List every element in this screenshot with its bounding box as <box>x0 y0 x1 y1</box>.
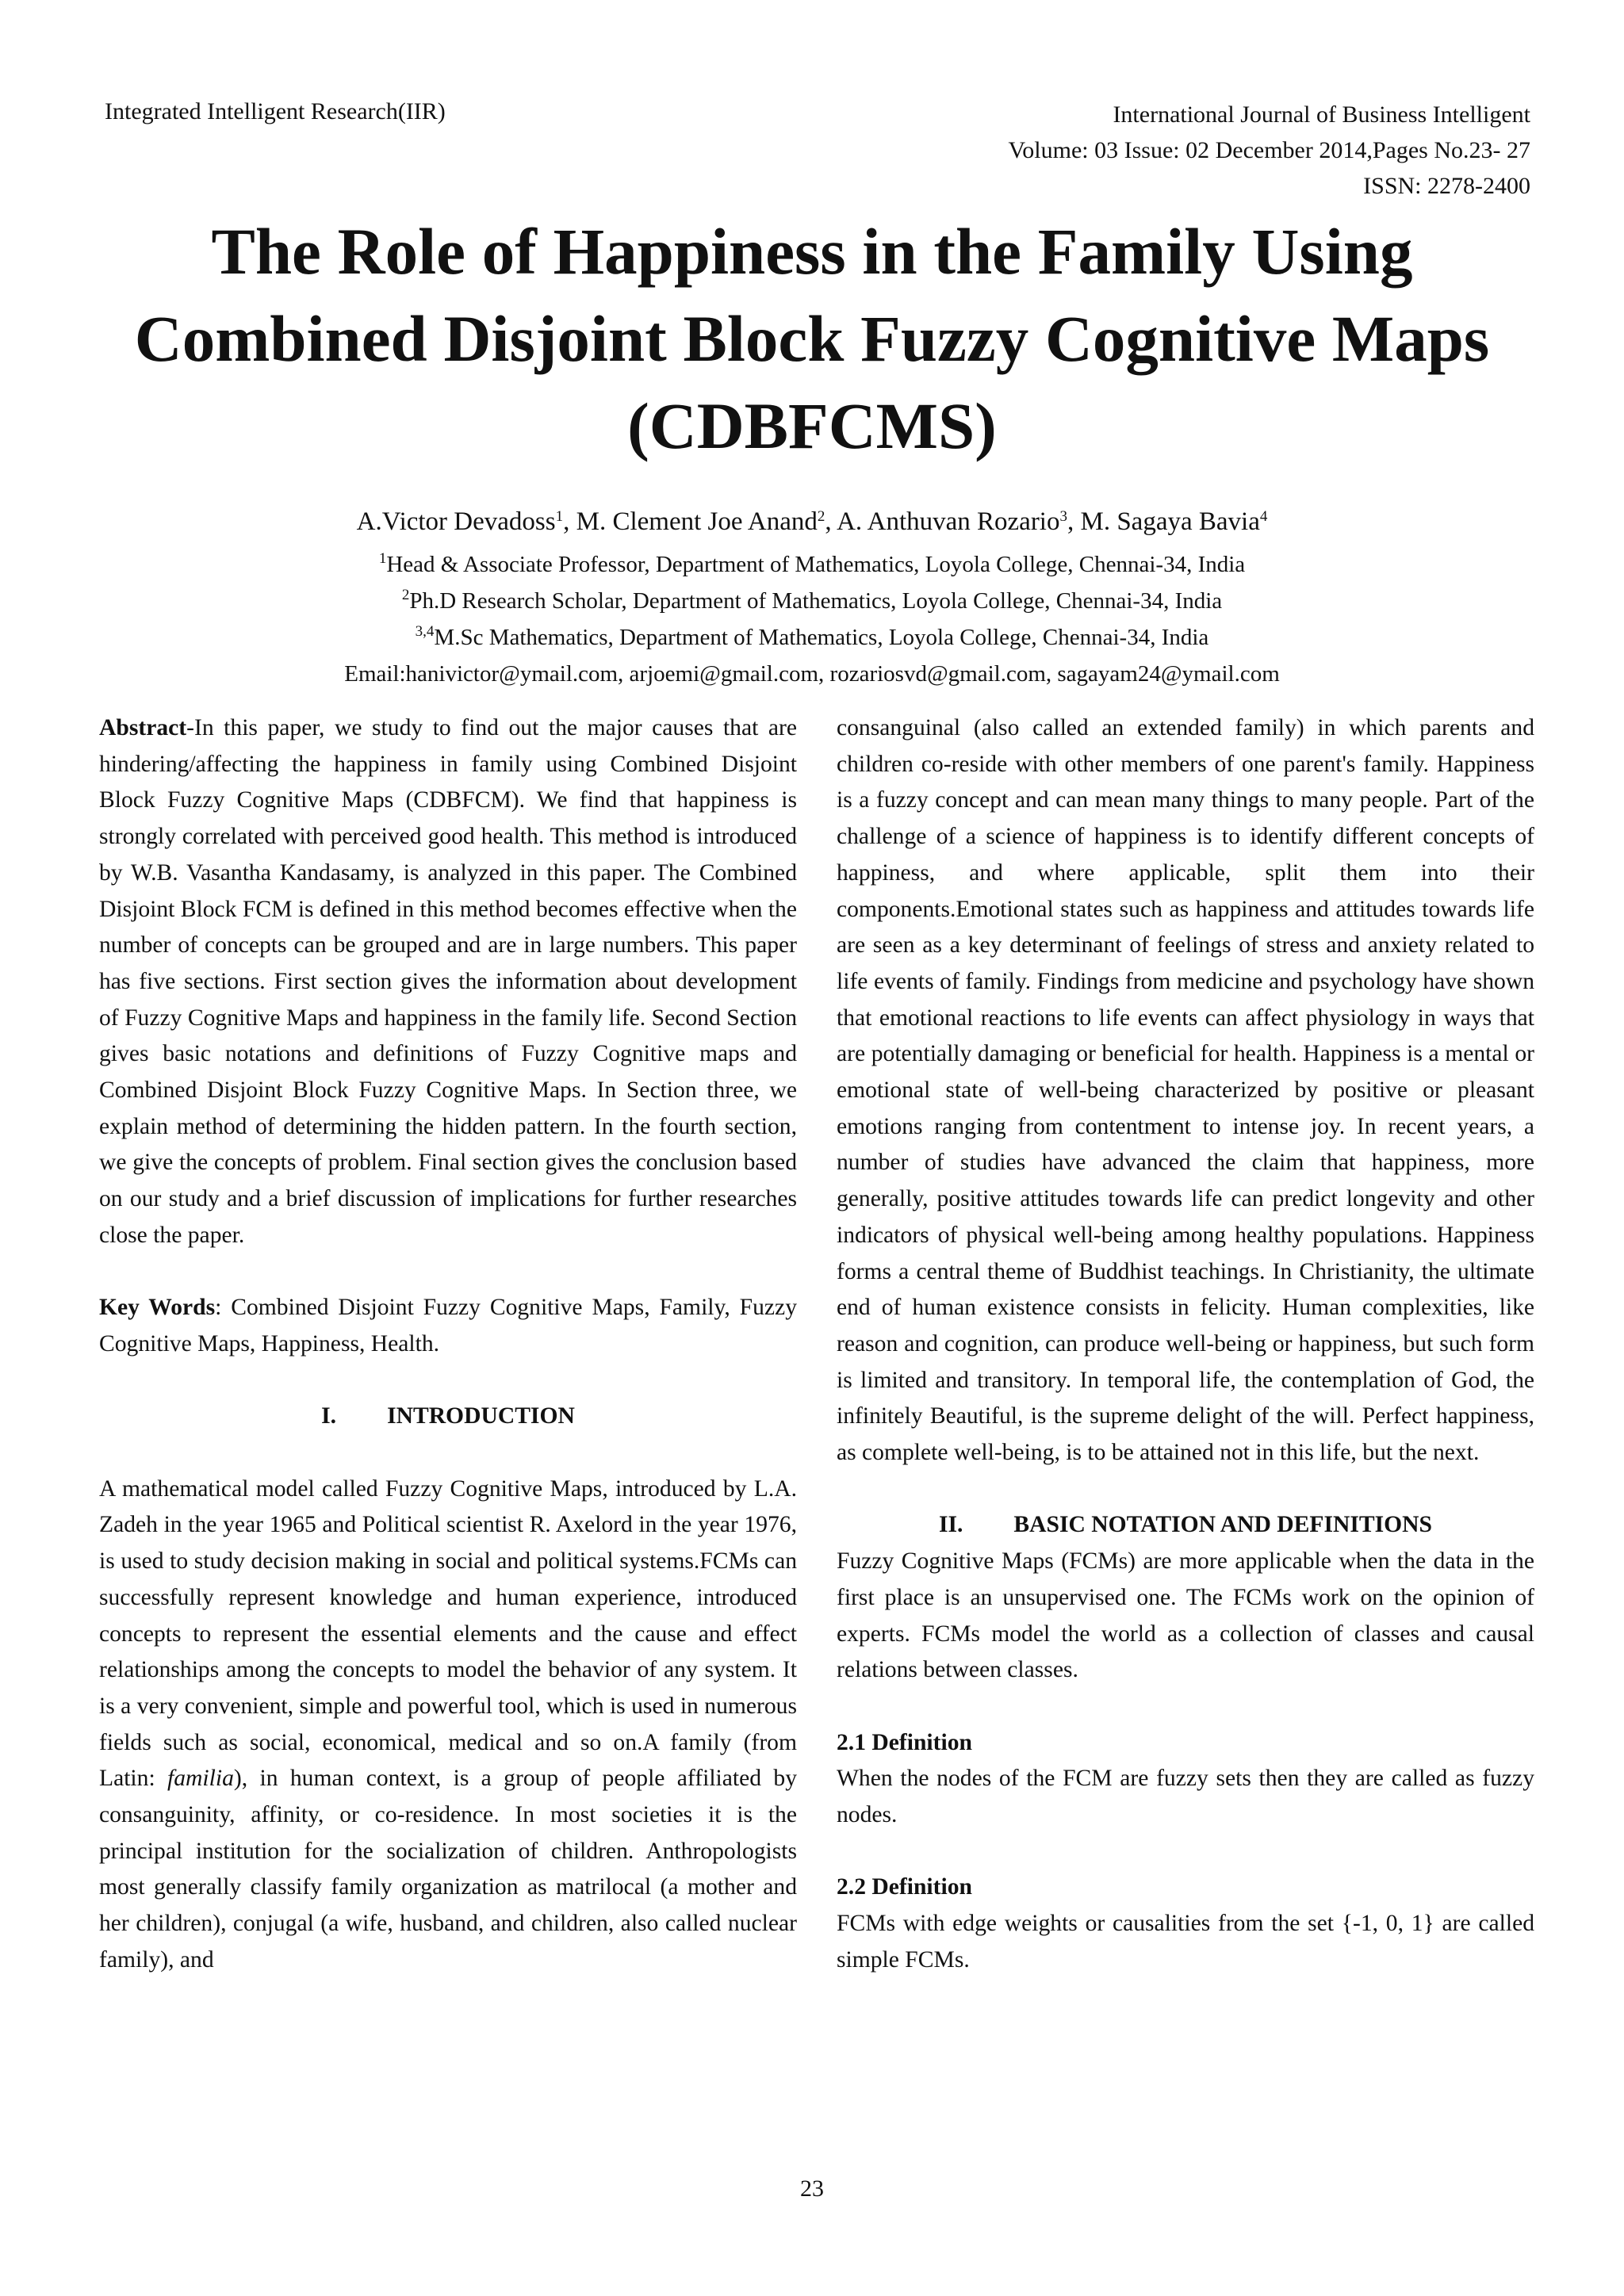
author-affiliation-mark: 4 <box>1259 508 1268 525</box>
running-header-right <box>1008 97 1530 204</box>
affiliation-text: Ph.D Research Scholar, Department of Mathematics, Loyola College, Chennai-34, India <box>409 588 1223 614</box>
issn: ISSN: 2278-2400 <box>1363 173 1530 199</box>
affiliation-3 <box>95 620 1529 655</box>
right-column <box>837 710 1534 1979</box>
author-name: A.Victor Devadoss <box>356 507 556 536</box>
author-affiliation-mark: 3 <box>1059 508 1067 525</box>
section-heading-basic-notation <box>837 1507 1534 1544</box>
author-emails: Email:hanivictor@ymail.com, arjoemi@gmail.com, rozariosvd@gmail.com, sagayam24@ymail.com <box>344 661 1280 687</box>
abstract <box>99 710 797 1254</box>
intro-text-part-2: ), in human context, is a group of people affiliated by consanguinity, affinity, or co-residence. In most societies it is the principal institution for the socialization of children. Anthropologists most generally classify family organization as matrilocal (a mother and her children), conjugal (a wife, husband, and children, also called nuclear family), and <box>99 1766 797 1973</box>
affiliation-mark: 1 <box>378 550 387 567</box>
author-affiliation-mark: 2 <box>817 508 825 525</box>
affiliation-2 <box>95 584 1529 618</box>
definition-2-1-text: When the nodes of the FCM are fuzzy sets then they are called as fuzzy nodes. <box>837 1766 1534 1828</box>
affiliation-mark: 3,4 <box>415 623 435 640</box>
author-name: , A. Anthuvan Rozario <box>825 507 1060 536</box>
keywords-label: Key Words <box>99 1295 216 1321</box>
definition-2-1-heading: 2.1 Definition <box>837 1729 972 1755</box>
introduction-paragraph-continued: consanguinal (also called an extended family) in which parents and children co-reside with other members of one parent's family. Happiness is a fuzzy concept and can mean many things to many people. Part of the challenge of a science of happiness is to identify different concepts of happiness, and where applicable, split them into their components.Emotional states such as happiness and attitudes towards life are seen as a key determinant of feelings of stress and anxiety related to life events of family. Findings from medicine and psychology have shown that emotional reactions to life events can affect physiology in ways that are potentially damaging or beneficial for health. Happiness is a mental or emotional state of well-being characterized by positive or pleasant emotions ranging from contentment to intense joy. In recent years, a number of studies have advanced the claim that happiness, more generally, positive attitudes towards life can predict longevity and other indicators of physical well-being among healthy populations. Happiness forms a central theme of Buddhist teachings. In Christianity, the ultimate end of human existence consists in felicity. Human complexities, like reason and cognition, can produce well-being or happiness, but such form is limited and transitory. In temporal life, the contemplation of God, the infinitely Beautiful, is the supreme delight of the will. Perfect happiness, as complete well-being, is to be attained not in this life, but the next. <box>837 715 1534 1466</box>
left-column <box>99 710 797 1979</box>
abstract-label: Abstract <box>99 715 187 740</box>
title-line-3: (CDBFCMS) <box>627 389 997 462</box>
definition-2-2-text: FCMs with edge weights or causalities from the set {-1, 0, 1} are called simple FCMs. <box>837 1911 1534 1973</box>
abstract-text: -In this paper, we study to find out the major causes that are hindering/affecting the happiness in family using Combined Disjoint Block Fuzzy Cognitive Maps (CDBFCM). We find that happiness is strongly correlated with perceived good health. This method is introduced by W.B. Vasantha Kandasamy, is analyzed in this paper. The Combined Disjoint Block FCM is defined in this method becomes effective when the number of concepts can be grouped and are in large numbers. This paper has five sections. First section gives the information about development of Fuzzy Cognitive Maps and happiness in the family life. Second Section gives basic notations and definitions of Fuzzy Cognitive maps and Combined Disjoint Block Fuzzy Cognitive Maps. In Section three, we explain method of determining the hidden pattern. In the fourth section, we give the concepts of problem. Final section gives the conclusion based on our study and a brief discussion of implications for further researches close the paper. <box>99 715 797 1248</box>
section-heading-introduction <box>99 1399 797 1435</box>
affiliation-text: M.Sc Mathematics, Department of Mathematics, Loyola College, Chennai-34, India <box>434 625 1209 650</box>
title-line-2: Combined Disjoint Block Fuzzy Cognitive Maps <box>134 302 1490 375</box>
journal-name: International Journal of Business Intelligent <box>1113 101 1530 128</box>
affiliation-text: Head & Associate Professor, Department of Mathematics, Loyola College, Chennai-34, India <box>386 552 1246 577</box>
author-name: , M. Clement Joe Anand <box>563 507 818 536</box>
title-line-1: The Role of Happiness in the Family Using <box>211 215 1413 288</box>
volume-issue: Volume: 03 Issue: 02 December 2014,Pages No.23- 27 <box>1008 137 1530 163</box>
section-title: INTRODUCTION <box>387 1403 575 1429</box>
paper-title <box>95 208 1529 469</box>
affiliation-mark: 2 <box>401 587 410 603</box>
running-header-left: Integrated Intelligent Research(IIR) <box>105 98 446 124</box>
section-title: BASIC NOTATION AND DEFINITIONS <box>1013 1512 1433 1538</box>
section-number: II. <box>938 1512 963 1538</box>
definition-2-2-heading: 2.2 Definition <box>837 1874 972 1900</box>
keywords-text: : Combined Disjoint Fuzzy Cognitive Maps, Family, Fuzzy Cognitive Maps, Happiness, Health. <box>99 1295 797 1357</box>
section2-paragraph: Fuzzy Cognitive Maps (FCMs) are more applicable when the data in the first place is an unsupervised one. The FCMs work on the opinion of experts. FCMs model the world as a collection of classes and causal relations between classes. <box>837 1548 1534 1683</box>
keywords <box>99 1290 797 1362</box>
author-affiliation-mark: 1 <box>555 508 564 525</box>
author-list <box>95 504 1529 539</box>
introduction-paragraph <box>99 1471 797 1979</box>
section-number: I. <box>321 1403 337 1429</box>
latin-term: familia <box>167 1766 234 1792</box>
intro-text-part-1: A mathematical model called Fuzzy Cognitive Maps, introduced by L.A. Zadeh in the year 1965 and Political scientist R. Axelord in the year 1976, is used to study decision making in social and political systems.FCMs can successfully represent knowledge and human experience, introduced concepts to represent the essential elements and the cause and effect relationships among the concepts to model the behavior of any system. It is a very convenient, simple and powerful tool, which is used in numerous fields such as social, economical, medical and so on.A family (from Latin: <box>99 1475 797 1792</box>
affiliation-1 <box>95 547 1529 582</box>
author-name: , M. Sagaya Bavia <box>1067 507 1260 536</box>
page-number: 23 <box>800 2175 824 2202</box>
